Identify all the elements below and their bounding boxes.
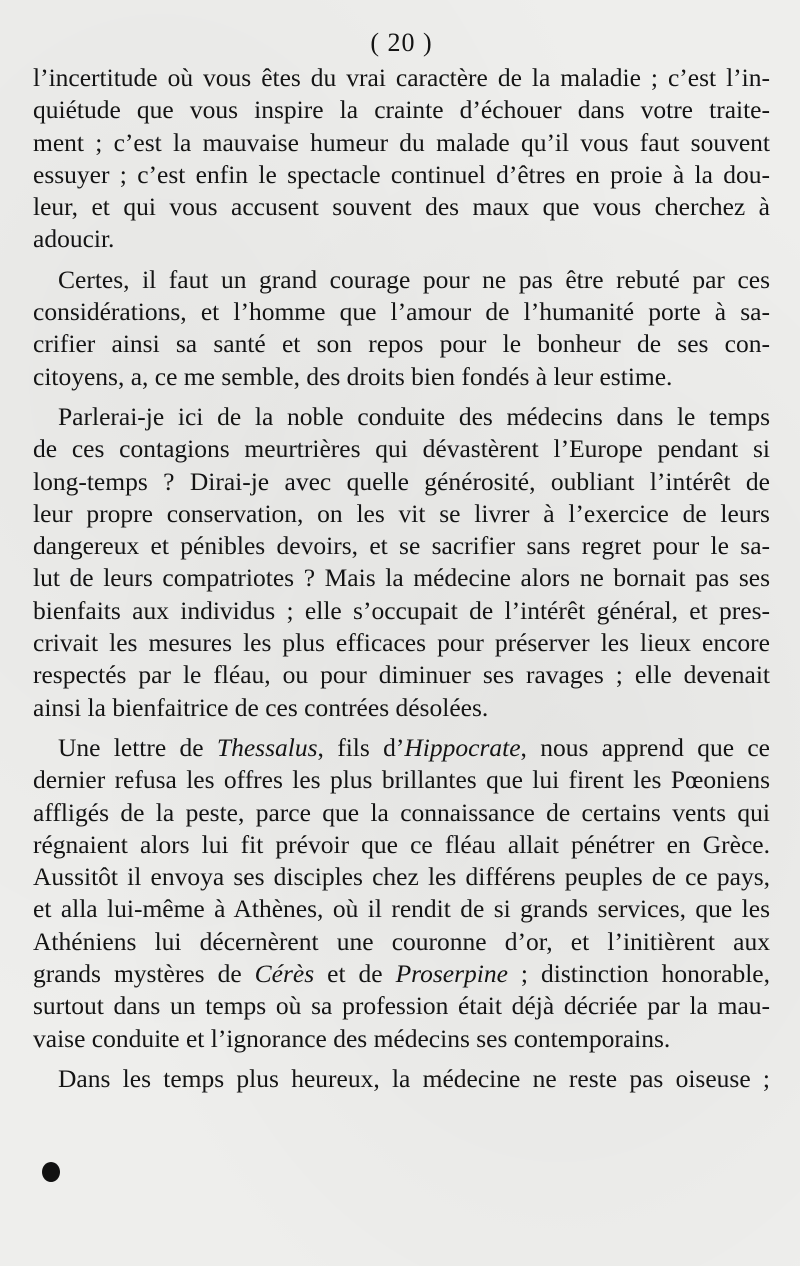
- text-line: citoyens, a, ce me semble, des droits bien fondés à leur estime.: [33, 361, 673, 391]
- text-line: dernier refusa les offres les plus brillantes que lui firent les Pœoniens: [33, 765, 770, 795]
- text-line: Athéniens lui décernèrent une couronne d’or, et l’initièrent aux: [33, 926, 770, 956]
- text-line: Certes, il faut un grand courage pour ne pas être rebuté par ces: [58, 264, 770, 294]
- text-line: Aussitôt il envoya ses disciples chez les différens peuples de ce pays,: [33, 862, 770, 892]
- deity-name-ceres: Cérès: [254, 959, 315, 989]
- text-run: , nous apprend que ce: [520, 732, 770, 762]
- text-line: bienfaits aux individus ; elle s’occupait de l’intérêt général, et pres-: [33, 595, 770, 625]
- paragraph-2: [33, 264, 770, 393]
- paragraph-1: [33, 62, 770, 256]
- paragraph-3: [33, 401, 770, 724]
- text-line: adoucir.: [33, 224, 115, 254]
- deity-name-proserpine: Proserpine: [395, 959, 508, 989]
- text-line: quiétude que vous inspire la crainte d’échouer dans votre traite-: [33, 95, 770, 125]
- text-line: l’incertitude où vous êtes du vrai caractère de la maladie ; c’est l’in-: [33, 63, 770, 92]
- text-line: de ces contagions meurtrières qui dévastèrent l’Europe pendant si: [33, 434, 770, 464]
- text-line: affligés de la peste, parce que la connaissance de certains vents qui: [33, 797, 770, 827]
- person-name-hippocrate: Hippocrate: [404, 732, 521, 762]
- text-line: [33, 958, 770, 990]
- text-line: dangereux et pénibles devoirs, et se sacrifier sans regret pour le sa-: [33, 531, 770, 561]
- text-line: Dans les temps plus heureux, la médecine ne reste pas oiseuse ;: [58, 1063, 770, 1093]
- paragraph-5: [33, 1063, 770, 1095]
- text-run: , fils d’: [317, 732, 405, 762]
- text-line: long-temps ? Dirai-je avec quelle générosité, oubliant l’intérêt de: [33, 466, 770, 496]
- text-line: essuyer ; c’est enfin le spectacle continuel d’êtres en proie à la dou-: [33, 159, 770, 189]
- text-run: ; distinction honorable,: [507, 959, 770, 989]
- text-line: vaise conduite et l’ignorance des médecins ses contemporains.: [33, 1023, 671, 1053]
- text-line: crivait les mesures les plus efficaces pour préserver les lieux encore: [33, 628, 770, 658]
- text-line: Parlerai-je ici de la noble conduite des médecins dans le temps: [58, 401, 770, 431]
- text-line: considérations, et l’homme que l’amour de l’humanité porte à sa-: [33, 297, 770, 327]
- text-line: respectés par le fléau, ou pour diminuer ses ravages ; elle devenait: [33, 660, 770, 690]
- text-line: leur, et qui vous accusent souvent des maux que vous cherchez à: [33, 192, 770, 222]
- text-line: leur propre conservation, on les vit se livrer à l’exercice de leurs: [33, 498, 770, 528]
- text-run: grands mystères de: [33, 959, 255, 989]
- text-line: régnaient alors lui fit prévoir que ce fléau allait pénétrer en Grèce.: [33, 829, 770, 859]
- text-line: surtout dans un temps où sa profession était déjà décriée par la mau-: [33, 991, 770, 1021]
- text-line: et alla lui-même à Athènes, où il rendit de si grands services, que les: [33, 894, 770, 924]
- paragraph-4: [33, 732, 770, 1055]
- ink-dot: [42, 1162, 60, 1182]
- page-number: ( 20 ): [370, 28, 433, 57]
- text-run: Une lettre de: [58, 732, 217, 762]
- text-line: crifier ainsi sa santé et son repos pour le bonheur de ses con-: [33, 329, 770, 359]
- text-run: et de: [314, 959, 396, 989]
- text-line: [33, 732, 770, 764]
- text-line: ainsi la bienfaitrice de ces contrées désolées.: [33, 692, 489, 722]
- text-line: lut de leurs compatriotes ? Mais la médecine alors ne bornait pas ses: [33, 563, 770, 593]
- person-name-thessalus: Thessalus: [216, 732, 318, 762]
- text-line: ment ; c’est la mauvaise humeur du malade qu’il vous faut souvent: [33, 127, 770, 157]
